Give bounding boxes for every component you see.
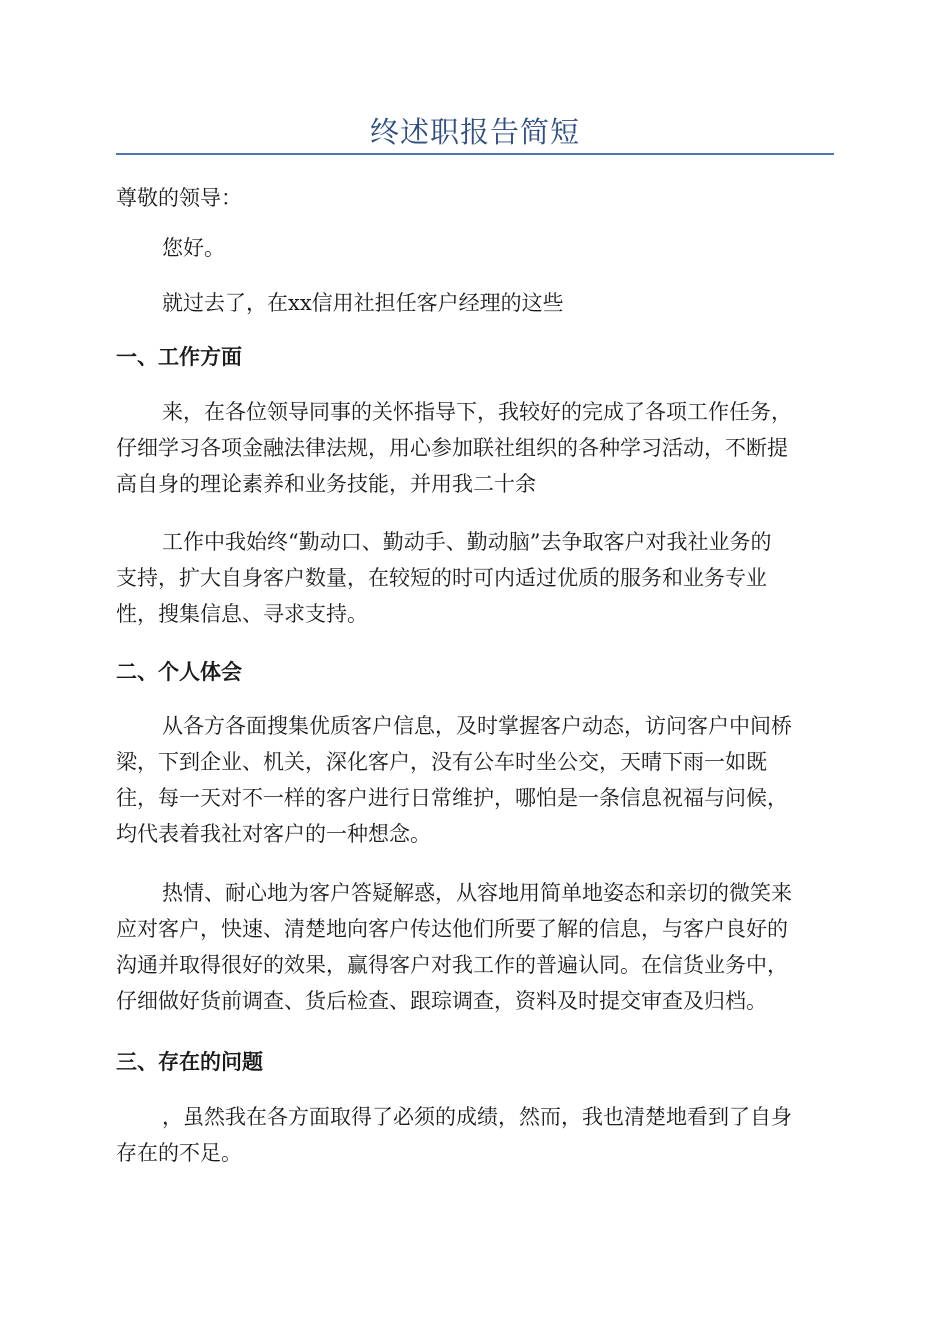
- text-line: 应对客户，快速、清楚地向客户传达他们所要了解的信息，与客户良好的: [116, 917, 788, 941]
- text-line: 从各方各面搜集优质客户信息，及时掌握客户动态，访问客户中间桥: [162, 714, 792, 738]
- document-title: 终述职报告简短: [369, 115, 580, 149]
- text-line: 高自身的理论素养和业务技能，并用我二十余: [116, 472, 536, 496]
- text-line: 往，每一天对不一样的客户进行日常维护，哪怕是一条信息祝福与问候，: [116, 786, 788, 810]
- section-heading-work: 一、工作方面: [116, 345, 242, 369]
- section-heading-problems: 三、存在的问题: [116, 1050, 263, 1074]
- text-line: 仔细学习各项金融法律法规，用心参加联社组织的各种学习活动，不断提: [116, 436, 788, 460]
- section-heading-experience: 二、个人体会: [116, 660, 242, 684]
- text-line: 沟通并取得很好的效果，赢得客户对我工作的普遍认同。在信货业务中，: [116, 953, 788, 977]
- text-line: ，虽然我在各方面取得了必须的成绩，然而，我也清楚地看到了自身: [162, 1105, 792, 1129]
- text-line: 梁，下到企业、机关，深化客户，没有公车时坐公交，天晴下雨一如既: [116, 750, 767, 774]
- section1-paragraph-1: [116, 394, 834, 502]
- text-line: 仔细做好货前调查、货后检查、跟琮调查，资料及时提交审查及归档。: [116, 989, 767, 1013]
- text-line: 性，搜集信息、寻求支持。: [116, 602, 368, 626]
- title-underline: [116, 153, 834, 155]
- section3-paragraph-1: [116, 1099, 834, 1171]
- text-line: 支持，扩大自身客户数量，在较短的时可内适过优质的服务和业务专业: [116, 566, 767, 590]
- section2-paragraph-2: [116, 875, 834, 1019]
- text-line: 来，在各位领导同事的关怀指导下，我较好的完成了各项工作任务，: [162, 400, 792, 424]
- text-line: 热情、耐心地为客户答疑解惑，从容地用简单地姿态和亲切的微笑来: [162, 881, 792, 905]
- text-line: 均代表着我社对客户的一种想念。: [116, 822, 431, 846]
- text-line: 存在的不足。: [116, 1141, 242, 1165]
- salutation: 尊敬的领导：: [116, 186, 242, 210]
- text-line: 工作中我始终“勤动口、勤动手、勤动脑”去争取客户对我社业务的: [162, 530, 772, 554]
- intro-paragraph: 就过去了，在xx信用社担任客户经理的这些: [162, 291, 564, 315]
- greeting: 您好。: [162, 236, 225, 260]
- section2-paragraph-1: [116, 708, 834, 852]
- section1-paragraph-2: [116, 524, 834, 632]
